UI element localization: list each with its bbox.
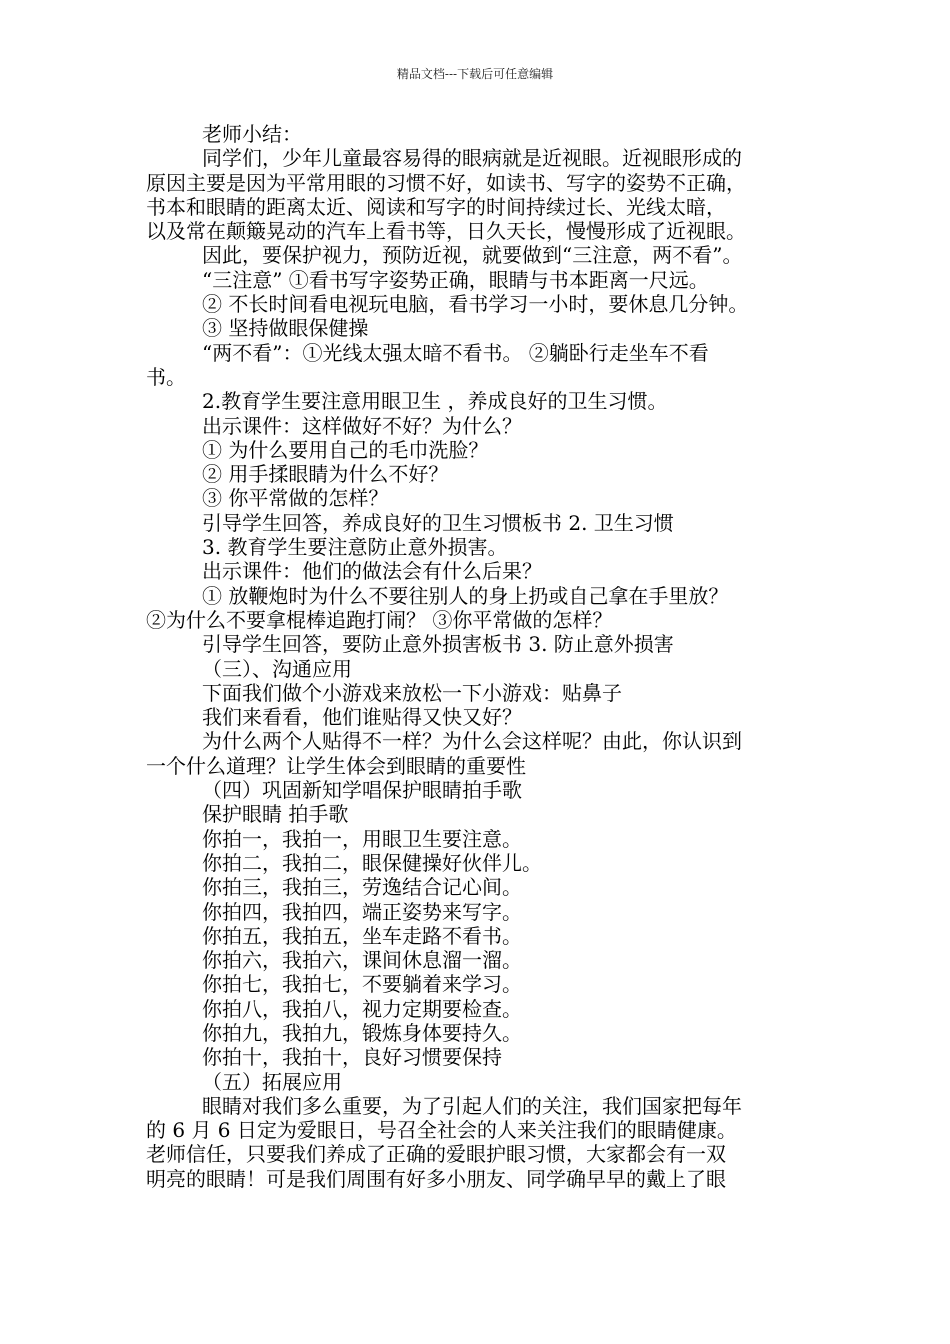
text-line: 你拍五，我拍五，坐车走路不看书。	[202, 923, 522, 948]
text-line: 出示课件：这样做好不好？为什么？	[202, 413, 522, 438]
text-line: 原因主要是因为平常用眼的习惯不好，如读书、写字的姿势不正确，	[146, 170, 746, 195]
text-line: ②为什么不要拿棍棒追跑打闹？ ③你平常做的怎样？	[146, 607, 613, 632]
text-line: 书本和眼睛的距离太近、阅读和写字的时间持续过长、光线太暗，	[146, 194, 726, 219]
text-line: 出示课件：他们的做法会有什么后果？	[202, 559, 542, 584]
text-line: 你拍二，我拍二，眼保健操好伙伴儿。	[202, 850, 542, 875]
text-line: 你拍一，我拍一，用眼卫生要注意。	[202, 826, 522, 851]
text-line: 为什么两个人贴得不一样？为什么会这样呢？由此，你认识到	[202, 729, 742, 754]
text-line: 同学们，少年儿童最容易得的眼病就是近视眼。近视眼形成的	[202, 146, 742, 171]
text-line: “三注意” ①看书写字姿势正确，眼睛与书本距离一尺远。	[202, 267, 709, 292]
text-line: 眼睛对我们多么重要，为了引起人们的关注，我们国家把每年	[202, 1093, 742, 1118]
text-line: 我们来看看，他们谁贴得又快又好？	[202, 705, 522, 730]
text-line: 下面我们做个小游戏来放松一下小游戏：贴鼻子	[202, 680, 622, 705]
text-line: （三）、沟通应用	[202, 656, 352, 681]
document-body	[146, 122, 812, 1191]
text-line: 老师小结：	[202, 122, 302, 146]
text-line: 引导学生回答，养成良好的卫生习惯板书 2. 卫生习惯	[202, 510, 674, 535]
text-line: 你拍九，我拍九，锻炼身体要持久。	[202, 1020, 522, 1045]
text-line: （四）巩固新知学唱保护眼睛拍手歌	[202, 778, 522, 803]
text-line: 引导学生回答，要防止意外损害板书 3. 防止意外损害	[202, 632, 674, 657]
text-line: 2.教育学生要注意用眼卫生 ，养成良好的卫生习惯。	[202, 389, 668, 414]
text-line: 以及常在颠簸晃动的汽车上看书等，日久天长，慢慢形成了近视眼。	[146, 219, 746, 244]
text-line: 书。	[146, 364, 186, 389]
text-line: 你拍四，我拍四，端正姿势来写字。	[202, 899, 522, 924]
text-line: 3. 教育学生要注意防止意外损害。	[202, 535, 508, 560]
text-line: 你拍十，我拍十，良好习惯要保持	[202, 1045, 502, 1070]
text-line: ① 放鞭炮时为什么不要往别人的身上扔或自己拿在手里放？	[202, 583, 729, 608]
text-line: 保护眼睛 拍手歌	[202, 802, 349, 827]
text-line: ② 不长时间看电视玩电脑，看书学习一小时，要休息几分钟。	[202, 292, 749, 317]
text-line: 老师信任，只要我们养成了正确的爱眼护眼习惯，大家都会有一双	[146, 1142, 726, 1167]
text-line: （五）拓展应用	[202, 1069, 342, 1094]
text-line: 的 6 月 6 日定为爱眼日，号召全社会的人来关注我们的眼睛健康。	[146, 1118, 737, 1143]
text-line: 你拍七，我拍七，不要躺着来学习。	[202, 972, 522, 997]
text-line: 你拍三，我拍三，劳逸结合记心间。	[202, 875, 522, 900]
text-line: ③ 你平常做的怎样？	[202, 486, 389, 511]
text-line: 明亮的眼睛！可是我们周围有好多小朋友、同学确早早的戴上了眼	[146, 1166, 726, 1191]
text-line: 因此，要保护视力，预防近视，就要做到“三注意，两不看”。	[202, 243, 743, 268]
text-line: ③ 坚持做眼保健操	[202, 316, 369, 341]
page-header: 精品文档---下载后可任意编辑	[396, 67, 554, 81]
text-line: 你拍八，我拍八，视力定期要检查。	[202, 996, 522, 1021]
text-line: ① 为什么要用自己的毛巾洗脸？	[202, 437, 489, 462]
text-line: “两不看”：①光线太强太暗不看书。 ②躺卧行走坐车不看	[202, 340, 709, 365]
text-line: 你拍六，我拍六，课间休息溜一溜。	[202, 948, 522, 973]
text-line: 一个什么道理？让学生体会到眼睛的重要性	[146, 753, 526, 778]
text-line: ② 用手揉眼睛为什么不好？	[202, 462, 449, 487]
